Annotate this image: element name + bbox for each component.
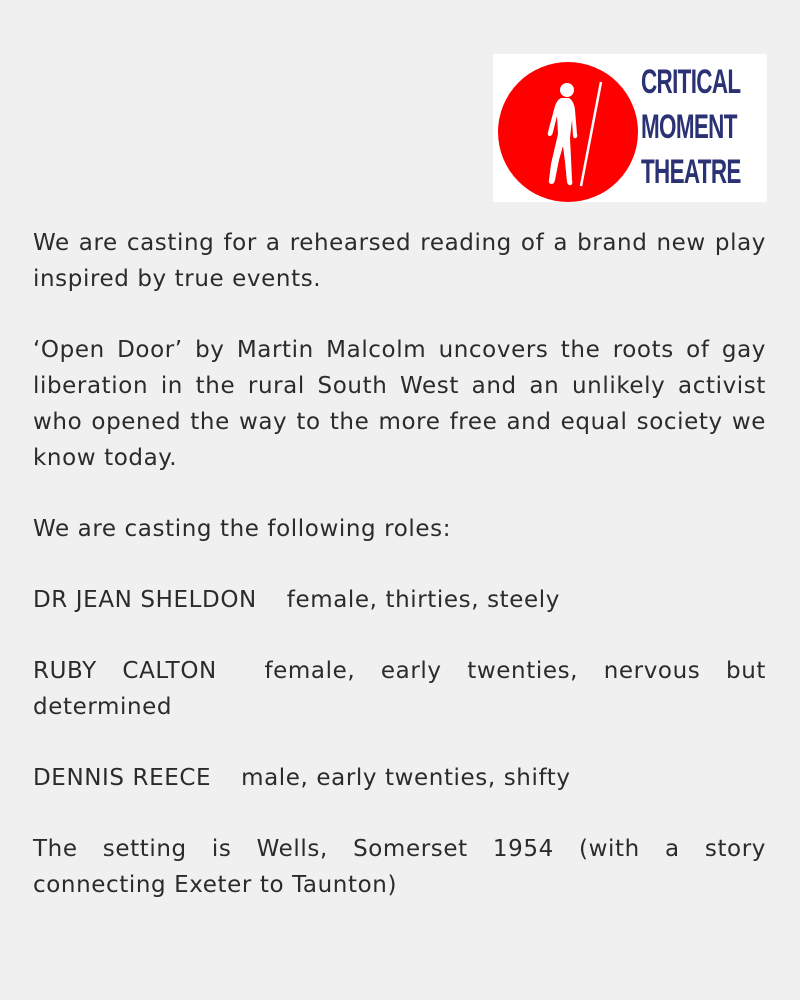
roles-heading: We are casting the following roles:: [33, 516, 452, 542]
intro-paragraph: We are casting for a rehearsed reading of a brand new play inspired by true events.: [33, 230, 766, 292]
role-jean-sheldon: [33, 582, 766, 618]
logo-line-moment: MOMENT: [641, 108, 737, 146]
setting-paragraph: The setting is Wells, Somerset 1954 (with a story connecting Exeter to Taunton): [33, 836, 766, 898]
critical-moment-theatre-logo: [493, 54, 767, 202]
logo-line-critical: CRITICAL: [641, 63, 741, 101]
role-name: RUBY CALTON: [33, 658, 217, 684]
role-detail: female, thirties, steely: [286, 587, 560, 613]
role-detail: female, early twenties, nervous but determined: [33, 658, 766, 720]
role-detail: male, early twenties, shifty: [241, 765, 571, 791]
walking-figure-icon: [493, 54, 641, 202]
casting-notice: [33, 225, 766, 903]
role-ruby-calton: [33, 653, 766, 725]
logo-line-theatre: THEATRE: [641, 153, 741, 191]
role-name: DR JEAN SHELDON: [33, 587, 257, 613]
description-paragraph: ‘Open Door’ by Martin Malcolm uncovers the roots of gay liberation in the rural South West and an unlikely activist who opened the way to the more free and equal society we know today.: [33, 337, 766, 471]
role-dennis-reece: [33, 760, 766, 796]
role-name: DENNIS REECE: [33, 765, 212, 791]
